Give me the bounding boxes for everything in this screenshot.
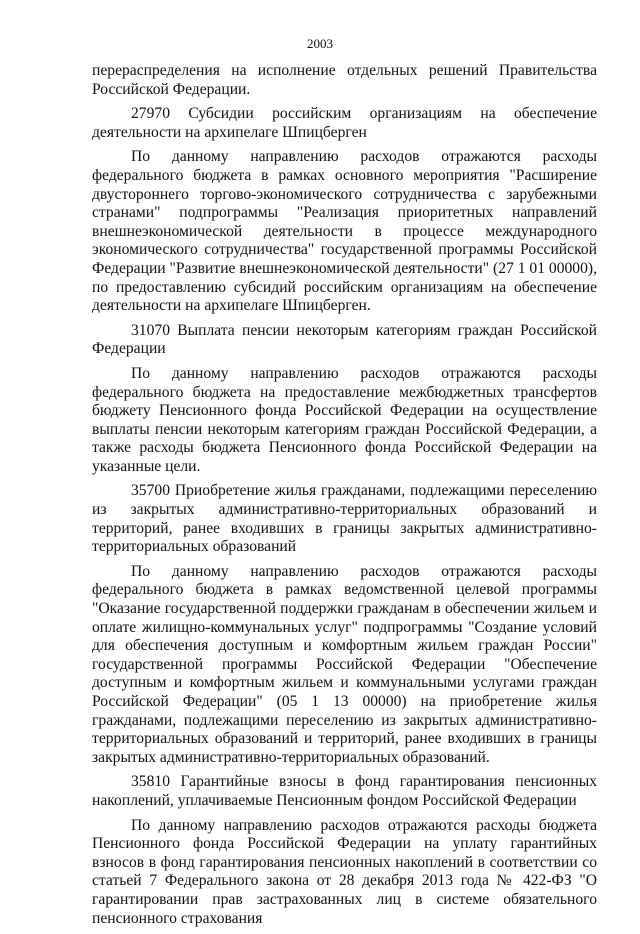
section-heading-35700: 35700 Приобретение жилья гражданами, подлежащими переселению из закрытых административно-территориальных образований и территорий, ранее входивших в границы закрытых административно-территориальных образований [92,482,597,556]
paragraph-35810-description: По данному направлению расходов отражаются расходы бюджета Пенсионного фонда Российской Федерации на уплату гарантийных взносов в фонд гарантирования пенсионных накоплений в соответствии со статьей 7 Федерального закона от 28 декабря 2013 года № 422-ФЗ "О гарантировании прав застрахованных лиц в системе обязательного пенсионного страхования [92,816,597,927]
document-body [92,62,597,934]
paragraph-35700-description: По данному направлению расходов отражаются расходы федерального бюджета в рамках ведомственной целевой программы "Оказание государственной поддержки гражданам в обеспечении жильем и оплате жилищно-коммунальных услуг" подпрограммы "Создание условий для обеспечения доступным и комфортным жильем граждан России" государственной программы Российской Федерации "Обеспечение доступным и комфортным жильем и коммунальными услугами граждан Российской Федерации" (05 1 13 00000) на приобретение жилья гражданами, подлежащими переселению из закрытых административно-территориальных образований и территорий, ранее входивших в границы закрытых административно-территориальных образований. [92,562,597,766]
section-heading-31070: 31070 Выплата пенсии некоторым категориям граждан Российской Федерации [92,321,597,358]
section-heading-27970: 27970 Субсидии российским организациям на обеспечение деятельности на архипелаге Шпицберген [92,105,597,141]
section-heading-35810: 35810 Гарантийные взносы в фонд гарантирования пенсионных накоплений, уплачиваемые Пенсионным фондом Российской Федерации [92,773,597,809]
paragraph-27970-description: По данному направлению расходов отражаются расходы федерального бюджета в рамках основного мероприятия "Расширение двустороннего торгово-экономического сотрудничества с зарубежными странами" подпрограммы "Реализация приоритетных направлений внешнеэкономической деятельности в процессе международного экономического сотрудничества" государственной программы Российской Федерации "Развитие внешнеэкономической деятельности" (27 1 01 00000), по предоставлению субсидий российским организациям на обеспечение деятельности на архипелаге Шпицберген. [92,148,597,315]
paragraph-31070-description: По данному направлению расходов отражаются расходы федерального бюджета на предоставление межбюджетных трансфертов бюджету Пенсионного фонда Российской Федерации на осуществление выплаты пенсии некоторым категориям граждан Российской Федерации, а также расходы бюджета Пенсионного фонда Российской Федерации на указанные цели. [92,364,597,475]
page-number: 2003 [307,36,333,51]
paragraph-continuation: перераспределения на исполнение отдельных решений Правительства Российской Федерации. [92,62,597,98]
